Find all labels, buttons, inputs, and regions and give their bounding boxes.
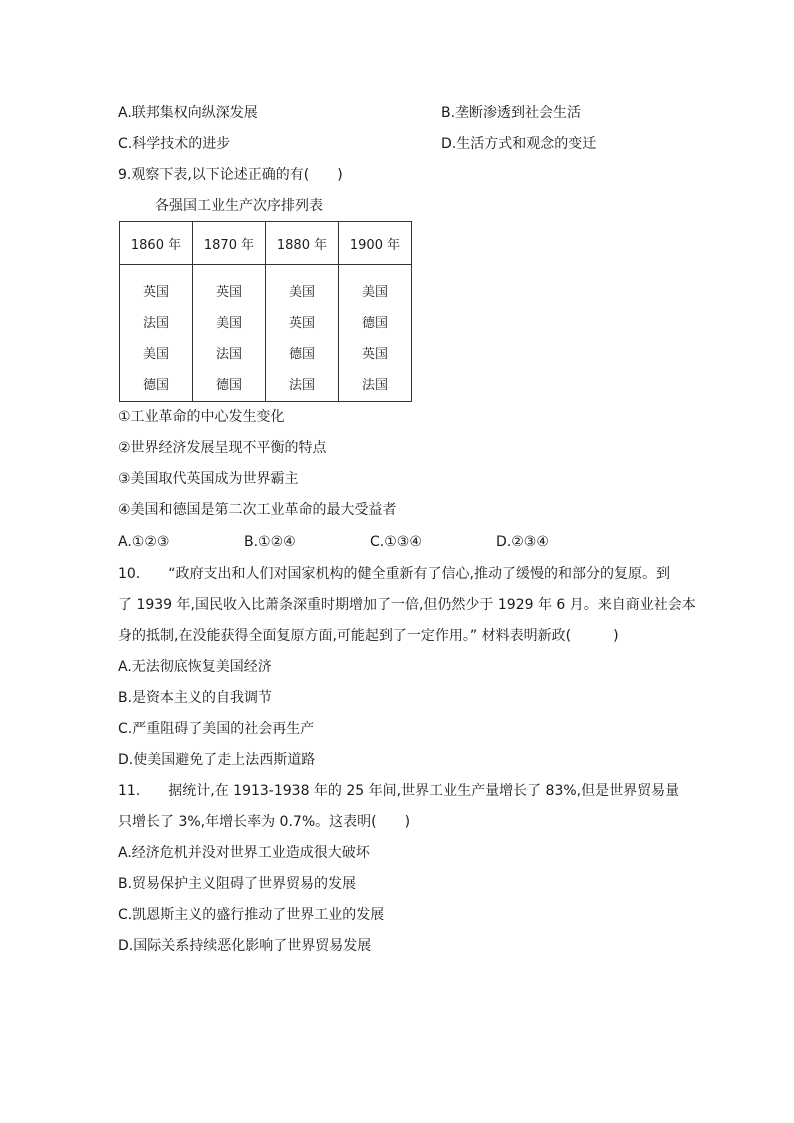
- q10-stem-line-3: 身的抵制,在没能获得全面复原方面,可能起到了一定作用。” 材料表明新政( ): [118, 628, 619, 644]
- table-cell: 德国: [361, 316, 388, 331]
- q10-option-a: A.无法彻底恢复美国经济: [118, 659, 272, 675]
- ranking-table: [119, 221, 412, 402]
- table-header-row: [120, 222, 412, 265]
- q8-option-c: C.科学技术的进步: [118, 136, 231, 152]
- table-cell: 美国: [361, 285, 388, 300]
- table-cell: 美国: [288, 285, 315, 300]
- q11-stem-line-2: 只增长了 3%,年增长率为 0.7%。这表明( ): [118, 814, 411, 830]
- table-cell: 法国: [142, 316, 169, 331]
- table-header-cell: 1870 年: [193, 222, 266, 265]
- table-cell: 美国: [215, 316, 242, 331]
- q8-option-b: B.垄断渗透到社会生活: [441, 105, 582, 121]
- q11-option-b: B.贸易保护主义阻碍了世界贸易的发展: [118, 876, 357, 892]
- q10-option-d: D.使美国避免了走上法西斯道路: [118, 752, 316, 768]
- table-title: 各强国工业生产次序排列表: [155, 198, 323, 214]
- table-cell: 英国: [361, 347, 388, 362]
- table-row: [120, 265, 412, 402]
- table-cell: 德国: [142, 378, 169, 393]
- q11-option-d: D.国际关系持续恶化影响了世界贸易发展: [118, 938, 372, 954]
- table-cell: 法国: [215, 347, 242, 362]
- table-column-1860: [120, 265, 193, 402]
- q9-choice-b: B.①②④: [244, 534, 296, 550]
- table-header-cell: 1860 年: [120, 222, 193, 265]
- table-cell: 德国: [215, 378, 242, 393]
- q8-option-d: D.生活方式和观念的变迁: [441, 136, 597, 152]
- table-header-cell: 1880 年: [266, 222, 339, 265]
- q11-option-a: A.经济危机并没对世界工业造成很大破坏: [118, 845, 370, 861]
- table-cell: 英国: [288, 316, 315, 331]
- q9-choice-c: C.①③④: [370, 534, 422, 550]
- table-header-cell: 1900 年: [339, 222, 412, 265]
- q10-option-b: B.是资本主义的自我调节: [118, 690, 273, 706]
- q10-option-c: C.严重阻碍了美国的社会再生产: [118, 721, 315, 737]
- q9-choice-a: A.①②③: [118, 534, 170, 550]
- q9-statement-2: ②世界经济发展呈现不平衡的特点: [118, 440, 327, 456]
- q9-stem: 9.观察下表,以下论述正确的有( ): [118, 167, 343, 183]
- table-column-1870: [193, 265, 266, 402]
- q9-statement-1: ①工业革命的中心发生变化: [118, 409, 285, 425]
- table-cell: 法国: [288, 378, 315, 393]
- q9-statement-3: ③美国取代英国成为世界霸主: [118, 471, 299, 487]
- q10-stem-line-1: 10. “政府支出和人们对国家机构的健全重新有了信心,推动了缓慢的和部分的复原。到: [118, 566, 670, 582]
- q9-choice-d: D.②③④: [496, 534, 549, 550]
- table-cell: 德国: [288, 347, 315, 362]
- q11-option-c: C.凯恩斯主义的盛行推动了世界工业的发展: [118, 907, 385, 923]
- table-column-1900: [339, 265, 412, 402]
- table-cell: 英国: [142, 285, 169, 300]
- q9-statement-4: ④美国和德国是第二次工业革命的最大受益者: [118, 502, 397, 518]
- table-column-1880: [266, 265, 339, 402]
- table-cell: 法国: [361, 378, 388, 393]
- q11-stem-line-1: 11. 据统计,在 1913-1938 年的 25 年间,世界工业生产量增长了 83%,但是世界贸易量: [118, 783, 680, 799]
- q10-stem-line-2: 了 1939 年,国民收入比萧条深重时期增加了一倍,但仍然少于 1929 年 6 月。来自商业社会本: [118, 597, 696, 613]
- table-cell: 美国: [142, 347, 169, 362]
- q8-option-a: A.联邦集权向纵深发展: [118, 105, 258, 121]
- table-cell: 英国: [215, 285, 242, 300]
